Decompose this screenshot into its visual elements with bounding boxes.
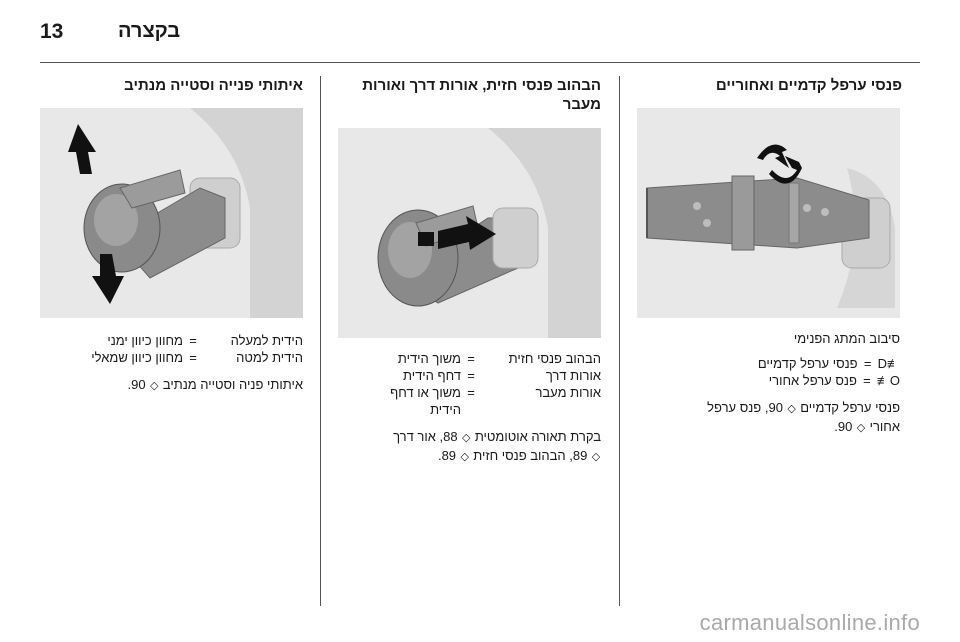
headlight-lever-illustration: [338, 128, 601, 338]
equals-sign: =: [467, 385, 475, 400]
column-divider: [320, 76, 321, 606]
control-description: פנסי ערפל קדמיים: [757, 356, 858, 371]
control-row: [40, 332, 303, 349]
section-title: איתותי פנייה וסטייה מנתיב: [124, 77, 303, 94]
column-divider: [619, 76, 620, 606]
control-row: [40, 349, 303, 366]
control-label: אורות מעבר: [535, 385, 601, 400]
control-label: אורות דרך: [545, 368, 601, 383]
equals-sign: =: [467, 351, 475, 366]
control-description: מחוון כיוון שמאלי: [91, 350, 183, 365]
fog-lights-section: [637, 76, 902, 95]
rear-fog-icon: O≢: [876, 373, 900, 388]
equals-sign: =: [863, 356, 872, 371]
control-label: הידית למטה: [236, 350, 303, 365]
control-description: פנס ערפל אחורי: [768, 373, 857, 388]
reference-note: פנסי ערפל קדמיים ◇ 90, פנס ערפל אחורי ◇ 90.: [637, 399, 900, 437]
equals-sign: =: [467, 368, 475, 383]
turn-signal-controls: [40, 330, 303, 395]
page-ref-icon: ◇: [460, 451, 469, 463]
chapter-title: בקצרה: [118, 20, 181, 42]
control-description: דחף הידית: [402, 368, 461, 383]
page-ref-icon: ◇: [461, 432, 471, 444]
equals-sign: =: [189, 350, 197, 365]
page-ref-icon: ◇: [787, 403, 796, 415]
headlight-controls: [338, 350, 601, 466]
control-row: [338, 350, 601, 367]
fog-controls: [637, 330, 900, 437]
controls-heading: סיבוב המתג הפנימי: [793, 331, 900, 346]
headlights-section: [338, 76, 601, 114]
equals-sign: =: [189, 333, 197, 348]
turn-signals-section: [40, 76, 303, 95]
control-description: מחוון כיוון ימני: [107, 333, 183, 348]
fog-switch-illustration: [637, 108, 900, 318]
page-ref-icon: ◇: [591, 451, 601, 463]
turn-signal-illustration: [40, 108, 303, 318]
reference-note: איתותי פניה וסטייה מנתיב ◇ 90.: [40, 376, 303, 395]
control-label: הידית למעלה: [230, 333, 303, 348]
control-description: משוך או דחף הידית: [390, 385, 461, 417]
control-label: הבהוב פנסי חזית: [508, 351, 601, 366]
watermark: carmanualsonline.info: [699, 610, 920, 635]
front-fog-icon: ≢D: [877, 356, 900, 371]
control-row: [637, 372, 900, 389]
control-row: [338, 367, 601, 384]
equals-sign: =: [863, 373, 871, 388]
page-ref-icon: ◇: [856, 422, 866, 434]
reference-note: בקרת תאורה אוטומטית ◇ 88, אור דרך ◇ 89, הבהוב פנסי חזית ◇ 89.: [338, 428, 601, 466]
section-title: פנסי ערפל קדמיים ואחוריים: [715, 77, 902, 94]
page-number: 13: [40, 20, 64, 43]
section-title: הבהוב פנסי חזית, אורות דרך ואורות מעבר: [362, 77, 601, 113]
control-description: משוך הידית: [397, 351, 461, 366]
page-header: [40, 0, 920, 63]
control-row: [338, 384, 601, 418]
page-ref-icon: ◇: [149, 380, 159, 392]
control-row: [637, 355, 900, 372]
